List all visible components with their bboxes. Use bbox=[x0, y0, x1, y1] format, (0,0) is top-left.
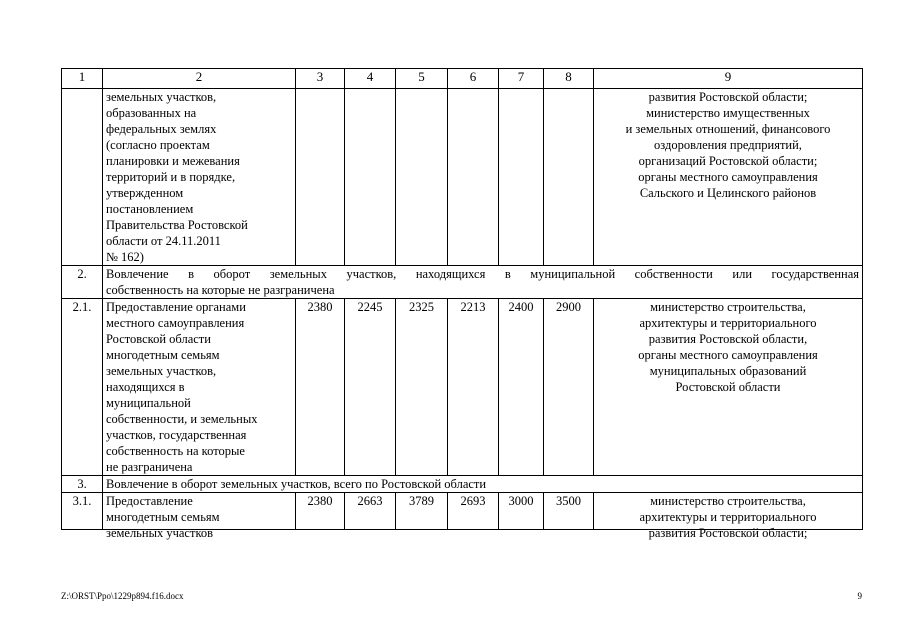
program-table bbox=[61, 68, 863, 540]
section-number: 3. bbox=[62, 476, 103, 493]
section-row bbox=[62, 476, 863, 493]
executors-cell: министерство строительства, архитектуры и территориального развития Ростовской области; bbox=[639, 494, 817, 540]
section-row bbox=[62, 266, 863, 299]
value-cell bbox=[499, 89, 544, 266]
row-number: 3.1. bbox=[62, 493, 103, 530]
value-cell: 3500 bbox=[544, 493, 594, 530]
value-cell: 2325 bbox=[396, 299, 448, 476]
value-cell bbox=[396, 89, 448, 266]
value-cell bbox=[544, 89, 594, 266]
page-number: 9 bbox=[857, 591, 862, 601]
value-cell: 2380 bbox=[296, 299, 345, 476]
value-cell: 2380 bbox=[296, 493, 345, 530]
executors-cell: министерство строительства, архитектуры и территориального развития Ростовской области, органы местного самоуправления муниципальных образований Ростовской области bbox=[594, 299, 863, 476]
header-cell: 9 bbox=[594, 69, 863, 89]
executors-cell-wrap bbox=[594, 493, 863, 540]
table-header-row bbox=[62, 69, 863, 89]
value-cell bbox=[345, 89, 396, 266]
header-cell: 5 bbox=[396, 69, 448, 89]
value-cell bbox=[296, 89, 345, 266]
table-row bbox=[62, 89, 863, 266]
header-cell: 1 bbox=[62, 69, 103, 89]
row-number: 2.1. bbox=[62, 299, 103, 476]
header-cell: 3 bbox=[296, 69, 345, 89]
table-row bbox=[62, 299, 863, 476]
value-cell bbox=[448, 89, 499, 266]
row-name-cell bbox=[103, 493, 296, 540]
header-cell: 4 bbox=[345, 69, 396, 89]
row-name: Предоставление органами местного самоуправления Ростовской области многодетным семьям земельных участков, находящихся в муниципальной собственности, и земельных участков, государственная собственность на которые не разграничена bbox=[103, 299, 296, 476]
executors-cell: развития Ростовской области; министерство имущественных и земельных отношений, финансового оздоровления предприятий, организаций Ростовской области; органы местного самоуправления Сальского и Целинского районов bbox=[594, 89, 863, 266]
file-path: Z:\ORST\Ppo\1229p894.f16.docx bbox=[61, 591, 184, 601]
header-cell: 8 bbox=[544, 69, 594, 89]
value-cell: 2245 bbox=[345, 299, 396, 476]
row-number bbox=[62, 89, 103, 266]
row-name: земельных участков, образованных на федеральных землях (согласно проектам планировки и межевания территорий и в порядке, утвержденном постановлением Правительства Ростовской области от 24.11.2011 № 162) bbox=[103, 89, 296, 266]
value-cell: 2213 bbox=[448, 299, 499, 476]
value-cell: 2400 bbox=[499, 299, 544, 476]
section-title-line: собственность на которые не разграничена bbox=[106, 283, 335, 297]
section-title-line: Вовлечение в оборот земельных участков, находящихся в муниципальной собственности или государственная bbox=[106, 267, 859, 281]
header-cell: 6 bbox=[448, 69, 499, 89]
header-cell: 2 bbox=[103, 69, 296, 89]
header-cell: 7 bbox=[499, 69, 544, 89]
value-cell: 3789 bbox=[396, 493, 448, 530]
row-name: Предоставление многодетным семьям земельных участков bbox=[106, 494, 220, 540]
section-number: 2. bbox=[62, 266, 103, 299]
value-cell: 2900 bbox=[544, 299, 594, 476]
value-cell: 2693 bbox=[448, 493, 499, 530]
value-cell: 2663 bbox=[345, 493, 396, 530]
value-cell: 3000 bbox=[499, 493, 544, 530]
section-title bbox=[103, 266, 863, 299]
section-title: Вовлечение в оборот земельных участков, всего по Ростовской области bbox=[103, 476, 863, 493]
table-row bbox=[62, 493, 863, 530]
